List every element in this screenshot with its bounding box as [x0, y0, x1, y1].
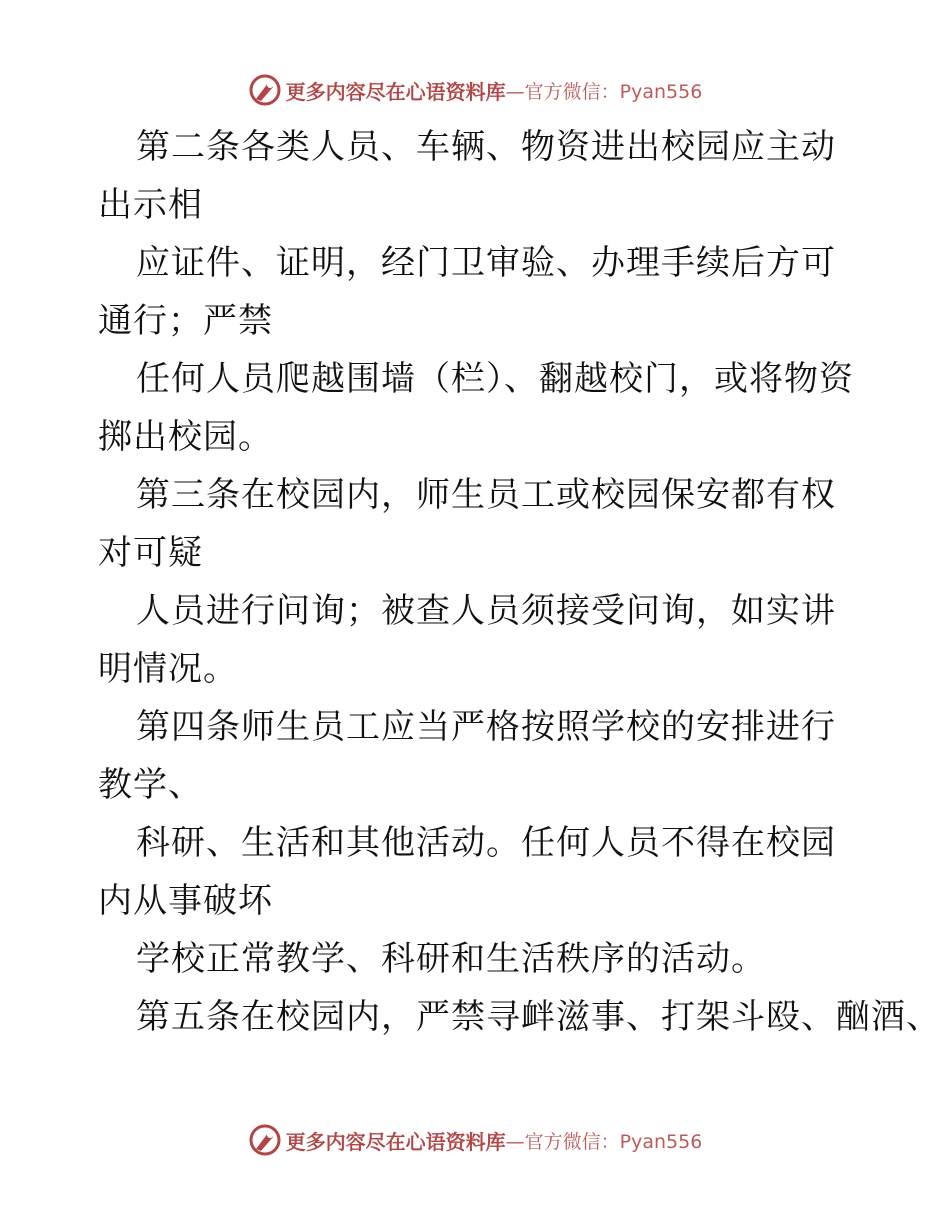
body-line: 学校正常教学、科研和生活秩序的活动。 — [136, 939, 766, 979]
body-line: 任何人员爬越围墙（栏）、翻越校门，或将物资 — [136, 359, 854, 399]
body-line: 第四条师生员工应当严格按照学校的安排进行 — [136, 707, 836, 747]
body-line: 应证件、证明，经门卫审验、办理手续后方可 — [136, 243, 836, 283]
body-line: 第三条在校园内，师生员工或校园保安都有权 — [136, 475, 836, 515]
header-banner-sub-text: —官方微信：Pyan556 — [505, 80, 703, 103]
footer-watermark-banner — [0, 1120, 950, 1160]
body-line-wrap: 教学、 — [98, 765, 203, 805]
body-line-wrap: 对可疑 — [98, 533, 203, 573]
pen-logo-icon — [248, 1123, 282, 1157]
body-line: 第二条各类人员、车辆、物资进出校园应主动 — [136, 127, 836, 167]
footer-banner-main-text: 更多内容尽在心语资料库 — [285, 1129, 506, 1154]
header-banner-main-text: 更多内容尽在心语资料库 — [285, 79, 506, 104]
footer-banner-sub-text: —官方微信：Pyan556 — [505, 1130, 703, 1153]
body-line-wrap: 掷出校园。 — [98, 417, 273, 457]
header-watermark-banner — [0, 70, 950, 110]
document-body — [98, 118, 941, 1046]
body-line-wrap: 明情况。 — [98, 649, 238, 689]
body-line: 人员进行问询；被查人员须接受问询，如实讲 — [136, 591, 836, 631]
body-line-wrap: 通行；严禁 — [98, 301, 273, 341]
body-line: 科研、生活和其他活动。任何人员不得在校园 — [136, 823, 836, 863]
body-line-wrap: 内从事破坏 — [98, 881, 273, 921]
body-line-wrap: 出示相 — [98, 185, 203, 225]
pen-logo-icon — [248, 73, 282, 107]
body-line: 第五条在校园内，严禁寻衅滋事、打架斗殴、酗酒、 — [136, 997, 941, 1037]
